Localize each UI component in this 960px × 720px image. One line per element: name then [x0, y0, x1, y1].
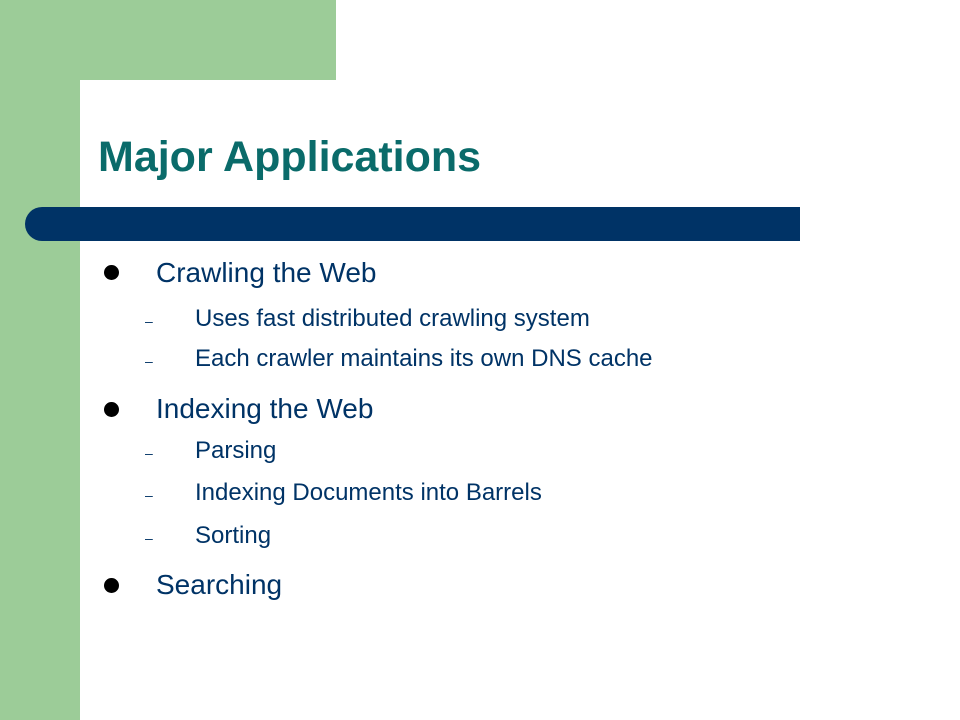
bullet-crawling: Crawling the Web — [156, 257, 377, 288]
bullet-searching: Searching — [156, 569, 283, 600]
left-green-band — [0, 0, 80, 720]
sub-dash: – — [145, 530, 153, 546]
sub-item-indexing-3: Sorting — [195, 522, 272, 549]
bullet-indexing: Indexing the Web — [156, 393, 374, 424]
bullet-dot-2 — [104, 402, 119, 417]
sub-item-indexing-2: Indexing Documents into Barrels — [195, 479, 542, 506]
slide-title: Major Applications — [98, 133, 482, 181]
top-green-block — [80, 0, 336, 80]
sub-dash: – — [145, 313, 153, 329]
bullet-dot-1 — [104, 265, 119, 280]
sub-item-indexing-1: Parsing — [195, 437, 277, 464]
sub-item-crawling-2: Each crawler maintains its own DNS cache — [195, 345, 653, 372]
sub-dash: – — [145, 353, 153, 369]
sub-dash: – — [145, 487, 153, 503]
bullet-dot-3 — [104, 578, 119, 593]
sub-item-crawling-1: Uses fast distributed crawling system — [195, 305, 590, 332]
sub-dash: – — [145, 445, 153, 461]
title-rule-bar — [25, 207, 800, 241]
